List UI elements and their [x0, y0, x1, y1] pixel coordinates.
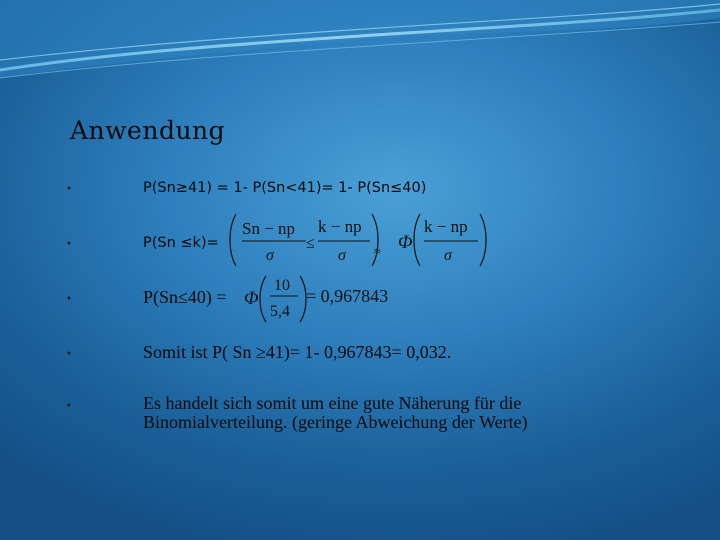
fraction-denominator: 5,4 — [270, 303, 290, 320]
bullet-icon: • — [66, 401, 72, 412]
fraction-numerator: Sn − np — [242, 219, 296, 238]
bullet-text-1: P(Sn≥41) = 1- P(Sn<41)= 1- P(Sn≤40) — [143, 180, 427, 196]
phi-value-formula — [240, 272, 420, 324]
fraction-numerator: 10 — [274, 277, 290, 294]
fraction-denominator: σ — [338, 247, 346, 264]
fraction-numerator: k − np — [318, 217, 362, 236]
bullet-text-3: P(Sn≤40) = — [143, 287, 227, 307]
bullet-text-5: Es handelt sich somit um eine gute Näherung für die Binomialverteilung. (geringe Abweichung der Werte) — [143, 393, 528, 432]
normal-approximation-formula — [226, 210, 496, 268]
fraction-numerator: k − np — [424, 217, 468, 236]
bullet-icon: • — [66, 349, 72, 360]
bullet-text-2: P(Sn ≤k)= — [143, 235, 219, 251]
phi-symbol: Φ — [398, 232, 413, 253]
approx-symbol: ≈ — [374, 244, 381, 258]
bullet-icon: • — [66, 294, 72, 305]
phi-symbol: Φ — [244, 288, 259, 309]
fraction-denominator: σ — [444, 247, 452, 264]
header-wave-decoration — [0, 0, 720, 90]
slide-title: Anwendung — [70, 116, 226, 145]
fraction-denominator: σ — [266, 247, 274, 264]
bullet-text-4: Somit ist P( Sn ≥41)= 1- 0,967843= 0,032. — [143, 342, 452, 362]
bullet-icon: • — [66, 184, 72, 195]
result-value: = 0,967843 — [306, 286, 389, 306]
relation-symbol: ≤ — [306, 235, 315, 252]
bullet-icon: • — [66, 239, 72, 250]
